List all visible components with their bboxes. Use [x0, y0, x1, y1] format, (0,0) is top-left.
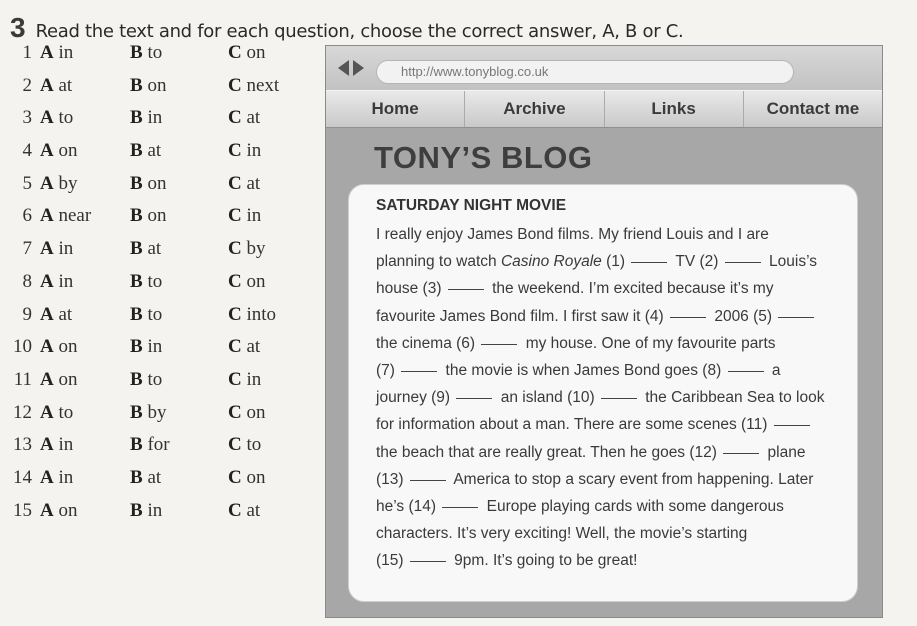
post-text: he’s (14): [376, 498, 441, 516]
blog-post-card: [348, 184, 858, 602]
option-a[interactable]: [40, 369, 77, 391]
option-text: on: [246, 270, 266, 292]
question-row: [0, 500, 320, 533]
option-a[interactable]: [40, 271, 73, 293]
option-c[interactable]: [228, 42, 265, 64]
option-a[interactable]: [40, 336, 77, 358]
exercise-instruction: Read the text and for each question, choose the correct answer, A, B or C.: [35, 21, 684, 42]
question-number: 9: [22, 303, 32, 325]
option-c[interactable]: [228, 304, 276, 326]
option-letter: B: [130, 205, 143, 227]
option-letter: C: [228, 303, 242, 325]
answer-gap[interactable]: [481, 344, 517, 345]
option-a[interactable]: [40, 434, 73, 456]
post-text: Louis’s: [764, 253, 817, 271]
option-letter: C: [228, 107, 242, 129]
option-letter: A: [40, 368, 54, 390]
option-letter: B: [130, 42, 143, 63]
post-text: planning to watch: [376, 253, 501, 271]
post-body: [376, 221, 841, 575]
post-line: [376, 330, 841, 357]
question-number: 4: [22, 140, 32, 162]
post-line: characters. It’s very exciting! Well, the movie’s starting: [376, 525, 748, 543]
option-letter: B: [130, 499, 143, 521]
answer-gap[interactable]: [410, 561, 446, 562]
option-letter: C: [228, 42, 242, 63]
option-letter: A: [40, 303, 54, 325]
option-text: on: [58, 336, 78, 358]
option-text: to: [147, 368, 163, 390]
option-c[interactable]: [228, 369, 261, 391]
post-text: 2006 (5): [710, 307, 777, 325]
option-text: to: [147, 303, 163, 325]
question-row: [0, 369, 320, 402]
post-line: [376, 547, 841, 574]
exercise-number: 3: [10, 12, 26, 43]
option-letter: A: [40, 238, 54, 260]
post-text: my house. One of my favourite parts: [521, 334, 776, 352]
option-b[interactable]: [130, 304, 162, 326]
option-text: at: [147, 238, 162, 260]
option-letter: B: [130, 172, 143, 194]
option-c[interactable]: [228, 500, 260, 522]
option-text: in: [246, 205, 262, 227]
option-text: on: [147, 205, 167, 227]
option-c[interactable]: [228, 467, 265, 489]
post-text: (15): [376, 552, 408, 570]
option-letter: B: [130, 140, 143, 162]
answer-gap[interactable]: [774, 425, 810, 426]
option-letter: A: [40, 140, 54, 162]
post-text: the Caribbean Sea to look: [640, 389, 825, 407]
option-letter: A: [40, 401, 54, 423]
option-text: in: [147, 336, 163, 358]
option-text: by: [147, 401, 167, 423]
option-a[interactable]: [40, 238, 73, 260]
option-letter: B: [130, 466, 143, 488]
option-letter: C: [228, 466, 242, 488]
option-a[interactable]: [40, 467, 73, 489]
option-text: to: [58, 401, 74, 423]
answer-gap[interactable]: [670, 317, 706, 318]
option-text: to: [246, 434, 262, 456]
answer-gap[interactable]: [442, 507, 478, 508]
answer-gap[interactable]: [601, 398, 637, 399]
option-text: in: [58, 434, 74, 456]
post-line: [376, 248, 841, 275]
option-a[interactable]: [40, 42, 73, 64]
option-letter: A: [40, 499, 54, 521]
option-letter: C: [228, 401, 242, 423]
option-letter: A: [40, 336, 54, 358]
option-letter: B: [130, 401, 143, 423]
nav-item-contact-me[interactable]: Contact me: [766, 99, 860, 118]
option-c[interactable]: [228, 238, 265, 260]
option-a[interactable]: [40, 500, 77, 522]
blog-title: TONY’S BLOG: [374, 140, 593, 175]
answer-gap[interactable]: [728, 371, 764, 372]
option-letter: A: [40, 205, 54, 227]
option-text: on: [246, 466, 266, 488]
post-text: for information about a man. There are some scenes (11): [376, 416, 772, 434]
exercise-header: [10, 12, 683, 44]
option-letter: B: [130, 270, 143, 292]
option-b[interactable]: [130, 402, 166, 424]
question-row: [0, 304, 320, 337]
option-text: in: [246, 140, 262, 162]
question-row: [0, 434, 320, 467]
post-text: house (3): [376, 280, 446, 298]
browser-window: [325, 45, 883, 618]
option-b[interactable]: [130, 238, 161, 260]
option-letter: C: [228, 368, 242, 390]
option-letter: A: [40, 74, 54, 96]
option-letter: C: [228, 172, 242, 194]
option-a[interactable]: [40, 402, 73, 424]
nav-arrows: [338, 60, 364, 76]
answer-gap[interactable]: [401, 371, 437, 372]
answer-gap[interactable]: [410, 480, 446, 481]
nav-item-links[interactable]: Links: [605, 91, 744, 127]
option-letter: C: [228, 205, 242, 227]
question-number: 14: [13, 466, 32, 488]
question-row: [0, 107, 320, 140]
question-row: [0, 402, 320, 435]
post-title: SATURDAY NIGHT MOVIE: [376, 197, 567, 214]
post-text: America to stop a scary event from happening. Later: [449, 470, 814, 488]
question-row: [0, 42, 320, 75]
post-line: [376, 493, 841, 520]
post-line: [376, 275, 841, 302]
option-a[interactable]: [40, 205, 91, 227]
option-text: in: [58, 466, 74, 488]
option-text: on: [246, 401, 266, 423]
option-text: at: [147, 140, 162, 162]
question-number: 3: [22, 107, 32, 129]
post-text: (7): [376, 362, 400, 380]
post-line: [376, 303, 841, 330]
option-text: on: [246, 42, 266, 63]
question-number: 15: [13, 499, 32, 521]
option-b[interactable]: [130, 140, 161, 162]
option-text: at: [246, 107, 261, 129]
back-arrow-icon[interactable]: [338, 60, 349, 76]
post-text: a: [767, 362, 781, 380]
option-c[interactable]: [228, 205, 261, 227]
answer-gap[interactable]: [448, 289, 484, 290]
option-letter: A: [40, 434, 54, 456]
question-number: 8: [22, 270, 32, 292]
option-text: in: [58, 270, 74, 292]
option-text: to: [58, 107, 74, 129]
post-text: Europe playing cards with some dangerous: [482, 498, 784, 516]
answer-gap[interactable]: [778, 317, 814, 318]
option-b[interactable]: [130, 467, 161, 489]
option-b[interactable]: [130, 173, 166, 195]
question-row: [0, 336, 320, 369]
option-text: into: [246, 303, 277, 325]
option-letter: C: [228, 140, 242, 162]
post-text: the cinema (6): [376, 334, 480, 352]
option-b[interactable]: [130, 107, 162, 129]
option-a[interactable]: [40, 75, 72, 97]
option-text: to: [147, 42, 163, 63]
question-number: 7: [22, 238, 32, 260]
post-line: I really enjoy James Bond films. My friend Louis and I are: [376, 226, 769, 243]
option-a[interactable]: [40, 173, 77, 195]
option-text: next: [246, 74, 280, 96]
post-text: (13): [376, 470, 408, 488]
option-text: at: [58, 74, 73, 96]
option-letter: B: [130, 303, 143, 325]
forward-arrow-icon[interactable]: [353, 60, 364, 76]
option-b[interactable]: [130, 369, 162, 391]
post-text: 9pm. It’s going to be great!: [449, 552, 638, 570]
option-text: on: [58, 140, 78, 162]
option-text: in: [246, 368, 262, 390]
question-row: [0, 238, 320, 271]
url-bar[interactable]: http://www.tonyblog.co.uk: [376, 60, 794, 84]
post-line: [376, 384, 841, 411]
question-number: 5: [22, 172, 32, 194]
option-c[interactable]: [228, 434, 261, 456]
option-text: at: [246, 172, 261, 194]
option-letter: C: [228, 336, 242, 358]
option-b[interactable]: [130, 500, 162, 522]
option-letter: A: [40, 270, 54, 292]
question-number: 1: [22, 42, 32, 63]
post-text: TV (2): [671, 253, 723, 271]
option-text: at: [246, 336, 261, 358]
post-text: (1): [601, 253, 630, 271]
question-row: [0, 205, 320, 238]
answer-gap[interactable]: [456, 398, 492, 399]
option-c[interactable]: [228, 336, 260, 358]
option-letter: B: [130, 368, 143, 390]
option-letter: B: [130, 74, 143, 96]
option-b[interactable]: [130, 434, 170, 456]
post-text: favourite James Bond film. I first saw it (4): [376, 307, 669, 325]
movie-title: Casino Royale: [500, 253, 602, 271]
question-number: 13: [13, 434, 32, 456]
option-letter: C: [228, 499, 242, 521]
option-b[interactable]: [130, 205, 166, 227]
option-letter: B: [130, 434, 143, 456]
post-line: [376, 357, 841, 384]
option-text: in: [147, 107, 163, 129]
option-c[interactable]: [228, 271, 265, 293]
browser-toolbar: [326, 46, 882, 90]
option-a[interactable]: [40, 140, 77, 162]
option-c[interactable]: [228, 75, 279, 97]
option-c[interactable]: [228, 140, 261, 162]
option-text: by: [58, 172, 78, 194]
post-text: the beach that are really great. Then he goes (12): [376, 443, 722, 461]
option-text: in: [58, 238, 74, 260]
post-line: [376, 439, 841, 466]
question-number: 12: [13, 401, 32, 423]
option-text: in: [58, 42, 74, 63]
question-row: [0, 173, 320, 206]
post-text: an island (10): [496, 389, 599, 407]
option-text: on: [58, 368, 78, 390]
option-text: at: [246, 499, 261, 521]
post-text: the movie is when James Bond goes (8): [441, 362, 726, 380]
option-text: at: [58, 303, 73, 325]
option-text: at: [147, 466, 162, 488]
question-number: 11: [13, 368, 32, 390]
option-letter: B: [130, 107, 143, 129]
answer-gap[interactable]: [725, 262, 761, 263]
option-letter: B: [130, 238, 143, 260]
answer-gap[interactable]: [723, 453, 759, 454]
site-nav-menu: [326, 90, 882, 129]
question-row: [0, 271, 320, 304]
blog-page: [326, 128, 882, 617]
question-row: [0, 75, 320, 108]
answer-gap[interactable]: [631, 262, 667, 263]
option-letter: A: [40, 107, 54, 129]
option-c[interactable]: [228, 173, 260, 195]
option-letter: A: [40, 42, 54, 63]
option-text: on: [147, 74, 167, 96]
post-text: plane: [763, 443, 806, 461]
nav-item-archive[interactable]: Archive: [465, 91, 604, 127]
option-letter: C: [228, 434, 242, 456]
post-text: the weekend. I’m excited because it’s my: [487, 280, 774, 298]
option-letter: A: [40, 172, 54, 194]
option-text: for: [147, 434, 170, 456]
option-a[interactable]: [40, 107, 73, 129]
option-b[interactable]: [130, 42, 162, 64]
option-text: on: [58, 499, 78, 521]
question-number: 6: [22, 205, 32, 227]
post-line: [376, 466, 841, 493]
question-row: [0, 140, 320, 173]
option-text: by: [246, 238, 266, 260]
option-a[interactable]: [40, 304, 72, 326]
option-text: near: [58, 205, 92, 227]
option-b[interactable]: [130, 75, 166, 97]
option-b[interactable]: [130, 271, 162, 293]
option-c[interactable]: [228, 107, 260, 129]
option-letter: C: [228, 74, 242, 96]
option-letter: C: [228, 238, 242, 260]
post-text: journey (9): [376, 389, 455, 407]
option-text: to: [147, 270, 163, 292]
option-text: in: [147, 499, 163, 521]
option-letter: B: [130, 336, 143, 358]
question-number: 10: [13, 336, 32, 358]
option-b[interactable]: [130, 336, 162, 358]
option-letter: C: [228, 270, 242, 292]
question-number: 2: [22, 74, 32, 96]
nav-item-home[interactable]: Home: [326, 91, 465, 127]
question-row: [0, 467, 320, 500]
option-text: on: [147, 172, 167, 194]
post-line: [376, 411, 841, 438]
option-c[interactable]: [228, 402, 265, 424]
option-letter: A: [40, 466, 54, 488]
question-list: [0, 42, 320, 532]
